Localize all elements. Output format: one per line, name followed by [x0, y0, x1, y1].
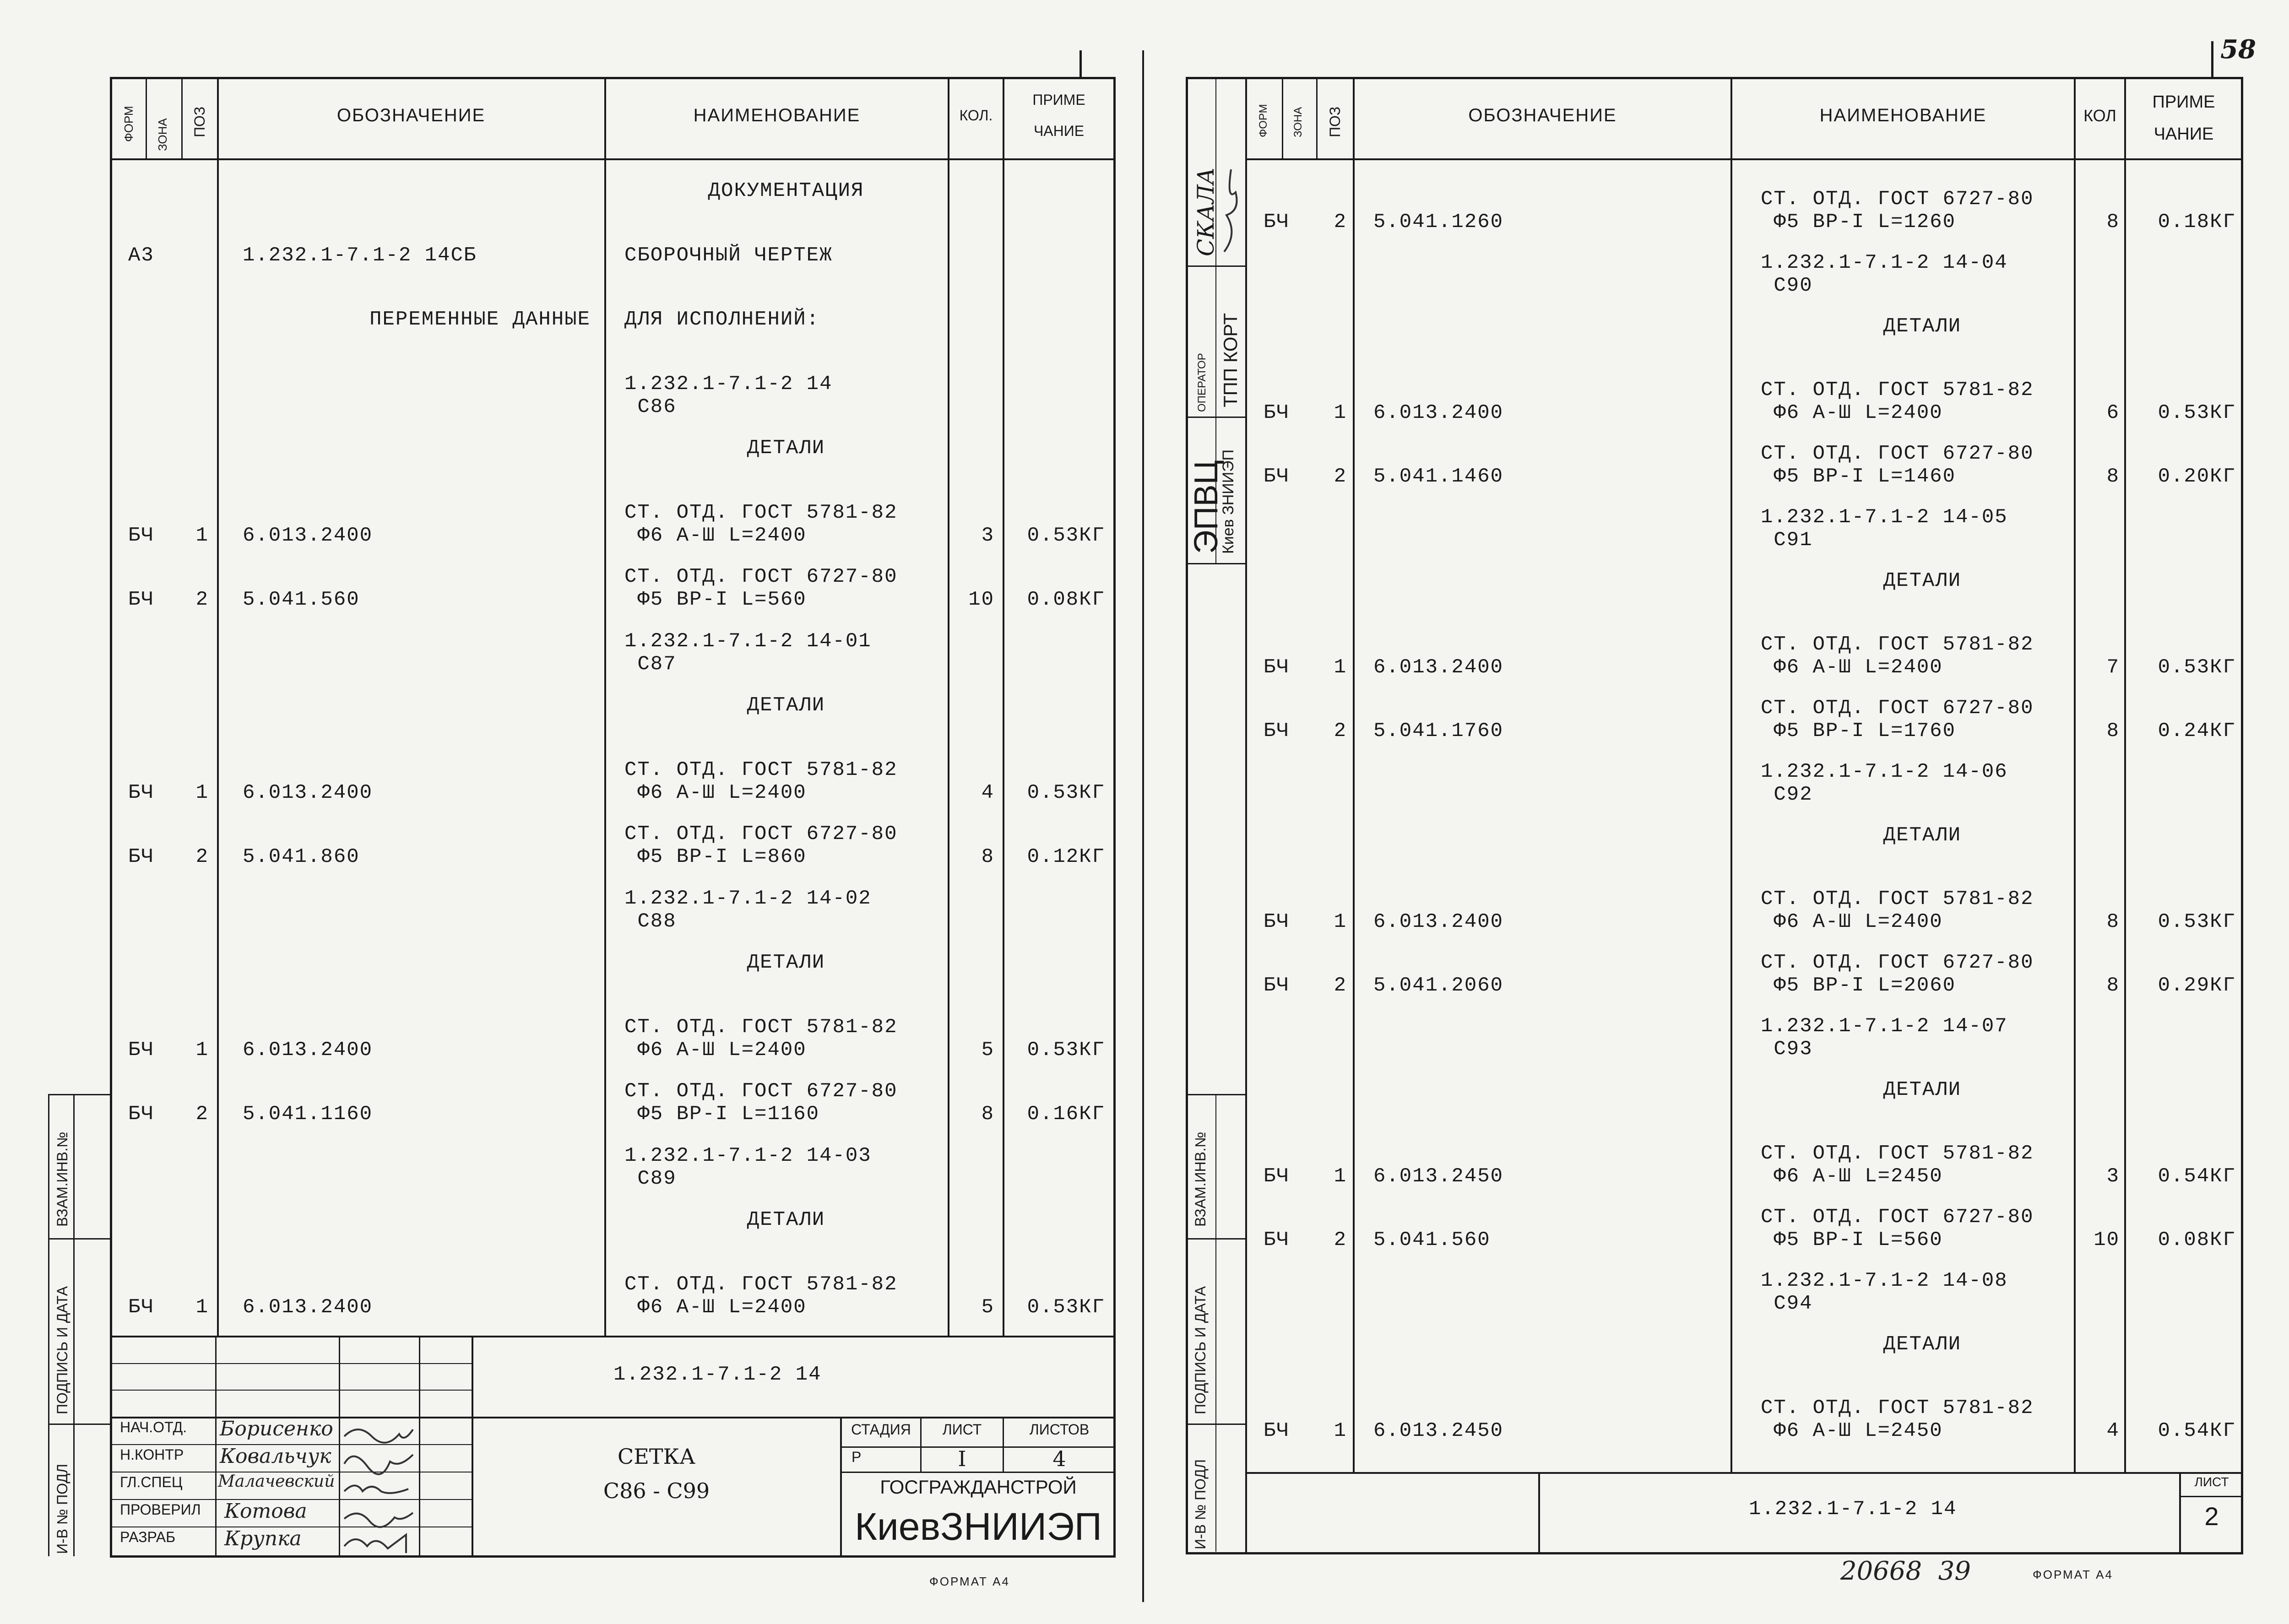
sheet-label: ЛИСТ — [942, 1421, 982, 1438]
right-row-18-name: ДЕТАЛИ — [1883, 1333, 1962, 1356]
format-label-left: ФОРМАТ А4 — [929, 1575, 1010, 1588]
left-row-5-format: БЧ — [128, 524, 154, 547]
stamp-kiev: Киев ЗНИИЭП — [1220, 449, 1237, 554]
right-row-7-pos: 1 — [1334, 656, 1347, 679]
left-row-10-qty: 8 — [981, 845, 994, 868]
left-row-6-note: 0.08КГ — [1027, 588, 1105, 611]
right-row-8-format: БЧ — [1264, 720, 1290, 742]
left-row-5-name: СТ. ОТД. ГОСТ 5781-82 Ф6 А-Ш L=2400 — [624, 501, 898, 547]
name-razrab: Крупка — [224, 1527, 302, 1550]
right-row-0-pos: 2 — [1334, 211, 1347, 233]
side-inv-label: И-В № ПОДЛ — [54, 1464, 71, 1554]
right-row-11-name: СТ. ОТД. ГОСТ 5781-82 Ф6 А-Ш L=2400 — [1761, 888, 2034, 933]
left-row-10-pos: 2 — [195, 845, 209, 868]
right-row-19-note: 0.54КГ — [2158, 1419, 2236, 1442]
right-row-19-qty: 4 — [2106, 1419, 2120, 1442]
left-row-10-note: 0.12КГ — [1027, 845, 1105, 868]
stamp-signature — [1220, 165, 1244, 256]
header-pos: ПОЗ — [191, 106, 208, 137]
left-row-1-format: А3 — [128, 244, 154, 267]
right-row-0-name: СТ. ОТД. ГОСТ 6727-80 Ф5 ВР-I L=1260 — [1761, 188, 2034, 233]
right-footer-list: 2 — [2204, 1502, 2219, 1531]
left-row-17-name: СТ. ОТД. ГОСТ 5781-82 Ф6 А-Ш L=2400 — [624, 1272, 898, 1319]
right-row-8-qty: 8 — [2106, 720, 2120, 742]
left-row-9-qty: 4 — [981, 781, 994, 804]
right-row-15-note: 0.54КГ — [2158, 1165, 2236, 1188]
right-row-13-name: 1.232.1-7.1-2 14-07 C93 — [1761, 1015, 2008, 1061]
right-row-4-format: БЧ — [1264, 465, 1290, 488]
left-row-8-name: ДЕТАЛИ — [747, 694, 825, 717]
stamp-tpp: ТПП КОРТ — [1220, 313, 1241, 407]
right-row-19-pos: 1 — [1334, 1419, 1347, 1442]
right-row-12-pos: 2 — [1334, 974, 1347, 997]
header-zone-right: ЗОНА — [1292, 107, 1304, 137]
title-2: C86 - C99 — [603, 1478, 710, 1503]
header-format: ФОРМ — [122, 106, 136, 142]
stage-label: СТАДИЯ — [851, 1421, 911, 1438]
stamp-operator: ОПЕРАТОР — [1196, 353, 1208, 412]
left-row-14-designation: 5.041.1160 — [243, 1103, 373, 1126]
left-row-5-note: 0.53КГ — [1027, 524, 1105, 547]
right-row-4-designation: 5.041.1460 — [1373, 465, 1504, 488]
left-row-6-format: БЧ — [128, 588, 154, 611]
right-row-7-name: СТ. ОТД. ГОСТ 5781-82 Ф6 А-Ш L=2400 — [1761, 633, 2034, 679]
left-row-11-name: 1.232.1-7.1-2 14-02 C88 — [624, 887, 872, 933]
title-1: СЕТКА — [618, 1444, 695, 1469]
right-row-3-note: 0.53КГ — [2158, 401, 2236, 424]
stamp-skala: СКАЛА — [1193, 167, 1219, 256]
left-row-13-designation: 6.013.2400 — [243, 1038, 373, 1061]
right-row-11-qty: 8 — [2106, 910, 2120, 933]
left-row-9-format: БЧ — [128, 781, 154, 804]
header-name: НАИМЕНОВАНИЕ — [693, 105, 861, 125]
page-divider — [1142, 50, 1144, 1602]
left-row-5-designation: 6.013.2400 — [243, 524, 373, 547]
role-nach-otd: НАЧ.ОТД. — [120, 1419, 187, 1435]
name-n-kontr: Ковальчук — [220, 1445, 331, 1468]
left-row-13-pos: 1 — [195, 1038, 209, 1061]
right-row-7-note: 0.53КГ — [2158, 656, 2236, 679]
header-note-2: ЧАНИЕ — [1033, 123, 1085, 139]
right-row-16-note: 0.08КГ — [2158, 1229, 2236, 1251]
left-row-17-format: БЧ — [128, 1295, 154, 1319]
right-row-0-format: БЧ — [1264, 211, 1290, 233]
right-row-15-qty: 3 — [2106, 1165, 2120, 1188]
left-row-5-qty: 3 — [981, 524, 994, 547]
signatures — [340, 1418, 418, 1555]
left-row-3-name: 1.232.1-7.1-2 14 C86 — [624, 372, 833, 418]
left-row-17-qty: 5 — [981, 1295, 994, 1319]
left-row-14-note: 0.16КГ — [1027, 1103, 1105, 1126]
right-row-0-qty: 8 — [2106, 211, 2120, 233]
left-row-4-name: ДЕТАЛИ — [747, 437, 825, 460]
right-row-8-pos: 2 — [1334, 720, 1347, 742]
right-footer-list-label: ЛИСТ — [2194, 1475, 2229, 1489]
right-row-4-note: 0.20КГ — [2158, 465, 2236, 488]
right-footer-code: 1.232.1-7.1-2 14 — [1749, 1498, 1957, 1521]
page-number: 58 — [2220, 34, 2256, 65]
right-row-3-designation: 6.013.2400 — [1373, 401, 1504, 424]
left-row-6-name: СТ. ОТД. ГОСТ 6727-80 Ф5 ВР-I L=560 — [624, 565, 898, 611]
right-row-19-name: СТ. ОТД. ГОСТ 5781-82 Ф6 А-Ш L=2450 — [1761, 1397, 2034, 1442]
right-row-2-name: ДЕТАЛИ — [1883, 315, 1962, 338]
left-row-17-pos: 1 — [195, 1295, 209, 1319]
left-row-6-qty: 10 — [968, 588, 994, 611]
right-row-15-format: БЧ — [1264, 1165, 1290, 1188]
right-row-1-name: 1.232.1-7.1-2 14-04 C90 — [1761, 251, 2008, 297]
right-row-3-pos: 1 — [1334, 401, 1347, 424]
left-row-9-pos: 1 — [195, 781, 209, 804]
header-note-1-right: ПРИМЕ — [2152, 92, 2215, 112]
header-qty-right: КОЛ — [2083, 106, 2116, 125]
left-row-14-qty: 8 — [981, 1103, 994, 1126]
side-podpis-label-right: ПОДПИСЬ И ДАТА — [1192, 1286, 1209, 1414]
stamp-epvc: ЭПВЦ — [1188, 460, 1225, 554]
left-row-10-format: БЧ — [128, 845, 154, 868]
header-designation-right: ОБОЗНАЧЕНИЕ — [1468, 105, 1617, 125]
header-note-2-right: ЧАНИЕ — [2153, 125, 2214, 144]
bottom-handwritten-number: 20668 39 — [1840, 1556, 1971, 1586]
right-row-14-name: ДЕТАЛИ — [1883, 1078, 1962, 1101]
right-row-15-pos: 1 — [1334, 1165, 1347, 1188]
right-row-0-note: 0.18КГ — [2158, 211, 2236, 233]
left-row-2-designation: ПЕРЕМЕННЫЕ ДАННЫЕ — [369, 308, 591, 331]
left-row-10-designation: 5.041.860 — [243, 845, 360, 868]
left-row-15-name: 1.232.1-7.1-2 14-03 C89 — [624, 1144, 872, 1190]
header-format-right: ФОРМ — [1257, 104, 1269, 137]
right-row-8-name: СТ. ОТД. ГОСТ 6727-80 Ф5 ВР-I L=1760 — [1761, 697, 2034, 742]
right-row-12-format: БЧ — [1264, 974, 1290, 997]
right-row-17-name: 1.232.1-7.1-2 14-08 C94 — [1761, 1269, 2008, 1315]
right-row-7-qty: 7 — [2106, 656, 2120, 679]
right-row-11-designation: 6.013.2400 — [1373, 910, 1504, 933]
header-qty: КОЛ. — [959, 107, 993, 124]
left-row-12-name: ДЕТАЛИ — [747, 951, 825, 974]
left-row-13-note: 0.53КГ — [1027, 1038, 1105, 1061]
right-row-8-designation: 5.041.1760 — [1373, 720, 1504, 742]
right-row-11-note: 0.53КГ — [2158, 910, 2236, 933]
right-row-4-name: СТ. ОТД. ГОСТ 6727-80 Ф5 ВР-I L=1460 — [1761, 442, 2034, 488]
right-row-16-format: БЧ — [1264, 1229, 1290, 1251]
sheets-value: 4 — [1052, 1446, 1066, 1471]
right-row-10-name: ДЕТАЛИ — [1883, 824, 1962, 847]
right-row-5-name: 1.232.1-7.1-2 14-05 C91 — [1761, 506, 2008, 552]
right-row-8-note: 0.24КГ — [2158, 720, 2236, 742]
left-row-0-name: ДОКУМЕНТАЦИЯ — [708, 179, 864, 202]
left-row-1-name: СБОРОЧНЫЙ ЧЕРТЕЖ — [624, 244, 833, 267]
name-nach-otd: Борисенко — [220, 1417, 333, 1440]
format-label-right: ФОРМАТ А4 — [2033, 1568, 2113, 1581]
right-row-7-designation: 6.013.2400 — [1373, 656, 1504, 679]
right-row-15-name: СТ. ОТД. ГОСТ 5781-82 Ф6 А-Ш L=2450 — [1761, 1142, 2034, 1188]
right-row-6-name: ДЕТАЛИ — [1883, 569, 1962, 592]
side-podpis-label: ПОДПИСЬ И ДАТА — [54, 1286, 71, 1414]
sheet-value: I — [958, 1446, 966, 1471]
right-row-12-name: СТ. ОТД. ГОСТ 6727-80 Ф5 ВР-I L=2060 — [1761, 951, 2034, 997]
left-row-13-format: БЧ — [128, 1038, 154, 1061]
left-row-17-designation: 6.013.2400 — [243, 1295, 373, 1319]
name-proveril: Котова — [224, 1499, 307, 1523]
right-row-0-designation: 5.041.1260 — [1373, 211, 1504, 233]
right-row-3-qty: 6 — [2106, 401, 2120, 424]
role-n-kontr: Н.КОНТР — [120, 1446, 184, 1463]
header-pos-right: ПОЗ — [1327, 106, 1343, 137]
name-gl-spec: Малачевский — [218, 1472, 335, 1491]
right-row-19-designation: 6.013.2450 — [1373, 1419, 1504, 1442]
right-row-3-format: БЧ — [1264, 401, 1290, 424]
right-row-16-designation: 5.041.560 — [1373, 1229, 1491, 1251]
right-row-12-qty: 8 — [2106, 974, 2120, 997]
left-row-13-name: СТ. ОТД. ГОСТ 5781-82 Ф6 А-Ш L=2400 — [624, 1015, 898, 1061]
role-proveril: ПРОВЕРИЛ — [120, 1501, 201, 1518]
right-row-3-name: СТ. ОТД. ГОСТ 5781-82 Ф6 А-Ш L=2400 — [1761, 379, 2034, 424]
header-zone: ЗОНА — [156, 118, 169, 151]
right-row-4-qty: 8 — [2106, 465, 2120, 488]
header-designation: ОБОЗНАЧЕНИЕ — [336, 105, 486, 125]
right-row-16-pos: 2 — [1334, 1229, 1347, 1251]
header-name-right: НАИМЕНОВАНИЕ — [1819, 105, 1987, 125]
right-row-11-pos: 1 — [1334, 910, 1347, 933]
right-row-4-pos: 2 — [1334, 465, 1347, 488]
right-row-7-format: БЧ — [1264, 656, 1290, 679]
left-row-13-qty: 5 — [981, 1038, 994, 1061]
left-row-10-name: СТ. ОТД. ГОСТ 6727-80 Ф5 ВР-I L=860 — [624, 823, 898, 868]
right-row-15-designation: 6.013.2450 — [1373, 1165, 1504, 1188]
side-vzam-label: ВЗАМ.ИНВ.№ — [54, 1131, 71, 1227]
right-row-12-designation: 5.041.2060 — [1373, 974, 1504, 997]
role-gl-spec: ГЛ.СПЕЦ — [120, 1474, 183, 1490]
left-row-2-name: ДЛЯ ИСПОЛНЕНИЙ: — [624, 308, 820, 331]
right-row-11-format: БЧ — [1264, 910, 1290, 933]
org-1: ГОСГРАЖДАНСТРОЙ — [880, 1476, 1077, 1498]
right-row-16-qty: 10 — [2094, 1229, 2120, 1251]
left-row-14-name: СТ. ОТД. ГОСТ 6727-80 Ф5 ВР-I L=1160 — [624, 1080, 898, 1126]
side-vzam-label-right: ВЗАМ.ИНВ.№ — [1192, 1131, 1209, 1227]
left-row-6-designation: 5.041.560 — [243, 588, 360, 611]
left-row-16-name: ДЕТАЛИ — [747, 1208, 825, 1231]
side-inv-label-right: И-В № ПОДЛ — [1192, 1459, 1209, 1549]
left-row-5-pos: 1 — [195, 524, 209, 547]
left-row-1-designation: 1.232.1-7.1-2 14СБ — [243, 244, 477, 267]
right-row-19-format: БЧ — [1264, 1419, 1290, 1442]
role-razrab: РАЗРАБ — [120, 1529, 176, 1545]
title-block-code: 1.232.1-7.1-2 14 — [613, 1363, 822, 1386]
right-row-12-note: 0.29КГ — [2158, 974, 2236, 997]
right-row-16-name: СТ. ОТД. ГОСТ 6727-80 Ф5 ВР-I L=560 — [1761, 1206, 2034, 1251]
left-row-9-name: СТ. ОТД. ГОСТ 5781-82 Ф6 А-Ш L=2400 — [624, 758, 898, 804]
left-row-7-name: 1.232.1-7.1-2 14-01 C87 — [624, 629, 872, 676]
left-row-9-note: 0.53КГ — [1027, 781, 1105, 804]
left-row-14-format: БЧ — [128, 1103, 154, 1126]
stage-value: Р — [852, 1449, 862, 1465]
right-row-9-name: 1.232.1-7.1-2 14-06 C92 — [1761, 760, 2008, 806]
left-row-17-note: 0.53КГ — [1027, 1295, 1105, 1319]
org-2: КиевЗНИИЭП — [854, 1505, 1102, 1548]
left-row-9-designation: 6.013.2400 — [243, 781, 373, 804]
left-row-6-pos: 2 — [195, 588, 209, 611]
header-note-1: ПРИМЕ — [1032, 92, 1085, 108]
sheets-label: ЛИСТОВ — [1029, 1421, 1090, 1438]
left-row-14-pos: 2 — [195, 1103, 209, 1126]
